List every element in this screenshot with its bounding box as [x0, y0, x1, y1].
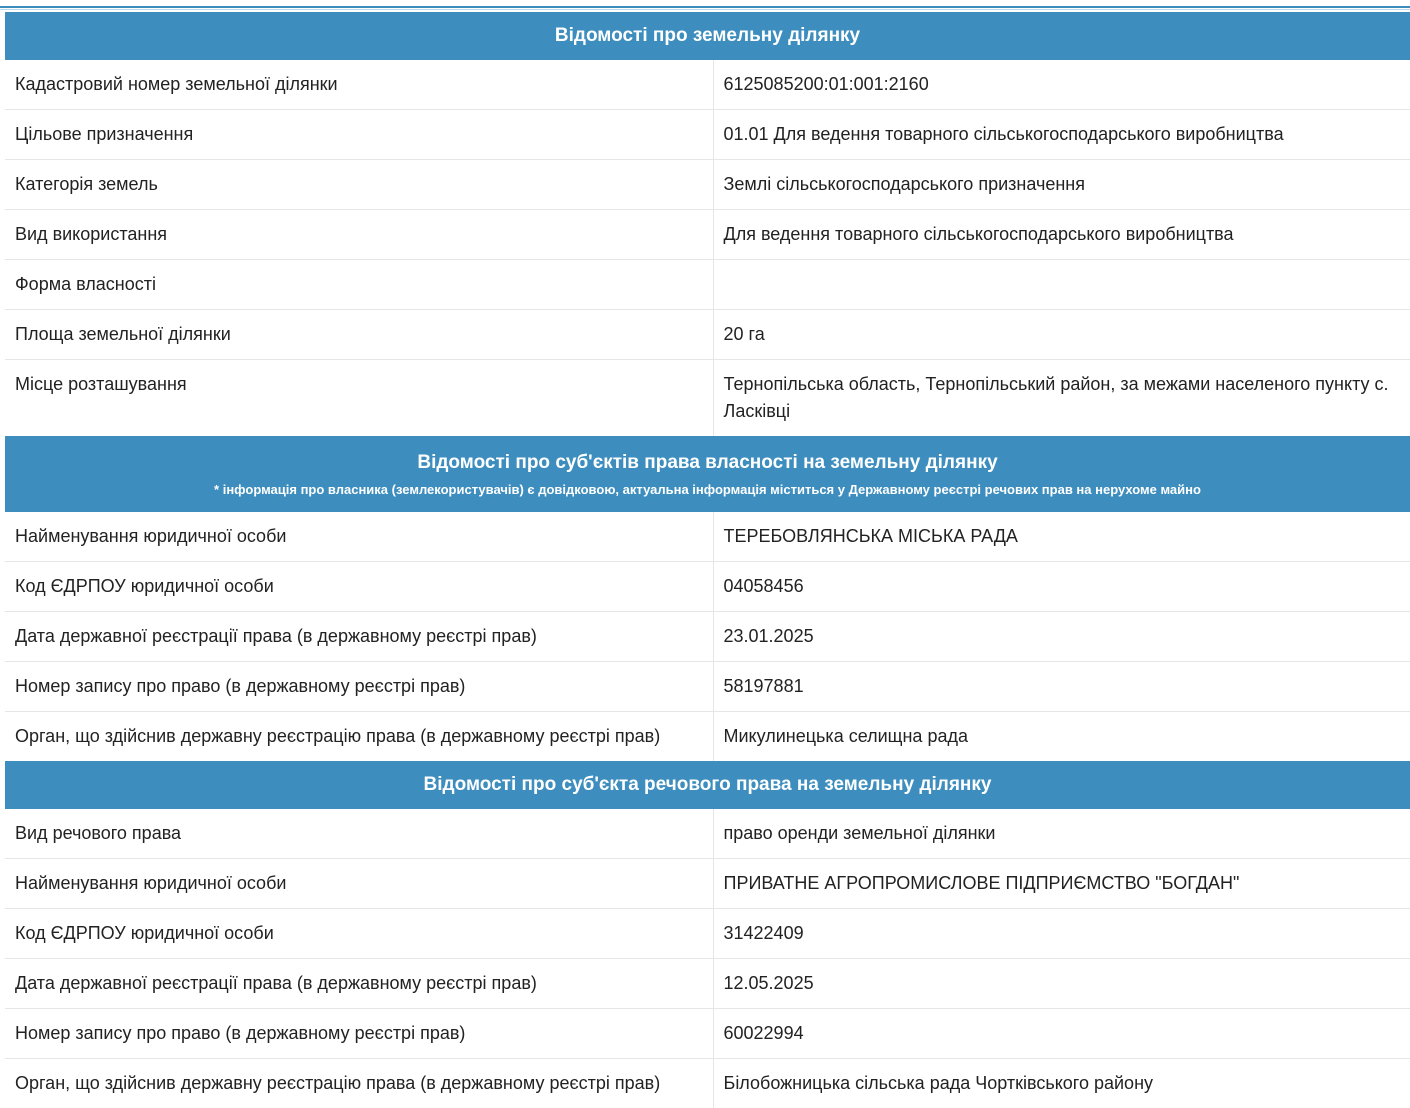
row-label: Форма власності	[5, 260, 713, 310]
table-row	[5, 512, 1410, 562]
row-label: Площа земельної ділянки	[5, 310, 713, 360]
row-label: Найменування юридичної особи	[5, 859, 713, 909]
section-note: * інформація про власника (землекористувачів) є довідковою, актуальна інформація міститься у Державному реєстрі речових прав на нерухоме майно	[5, 482, 1410, 497]
row-value	[713, 260, 1410, 310]
table-row	[5, 859, 1410, 909]
section-title: Відомості про суб'єкта речового права на земельну ділянку	[5, 761, 1410, 809]
row-label: Найменування юридичної особи	[5, 512, 713, 562]
section-title: Відомості про земельну ділянку	[5, 12, 1410, 60]
row-value: 60022994	[713, 1009, 1410, 1059]
row-value: Білобожницька сільська рада Чортківського району	[713, 1059, 1410, 1108]
row-label: Орган, що здійснив державну реєстрацію права (в державному реєстрі прав)	[5, 712, 713, 762]
table-row	[5, 562, 1410, 612]
row-value: 31422409	[713, 909, 1410, 959]
row-value: Для ведення товарного сільськогосподарського виробництва	[713, 210, 1410, 260]
section-header-land-plot	[5, 12, 1410, 60]
row-value: ТЕРЕБОВЛЯНСЬКА МІСЬКА РАДА	[713, 512, 1410, 562]
row-label: Місце розташування	[5, 360, 713, 437]
table-row	[5, 662, 1410, 712]
row-label: Дата державної реєстрації права (в державному реєстрі прав)	[5, 959, 713, 1009]
row-label: Цільове призначення	[5, 110, 713, 160]
row-label: Вид використання	[5, 210, 713, 260]
row-value: Микулинецька селищна рада	[713, 712, 1410, 762]
row-value: 01.01 Для ведення товарного сільськогосподарського виробництва	[713, 110, 1410, 160]
table-row	[5, 809, 1410, 859]
table-row	[5, 310, 1410, 360]
info-table-body	[5, 12, 1410, 1108]
table-row	[5, 260, 1410, 310]
row-label: Дата державної реєстрації права (в державному реєстрі прав)	[5, 612, 713, 662]
table-row	[5, 210, 1410, 260]
row-value: право оренди земельної ділянки	[713, 809, 1410, 859]
table-row	[5, 160, 1410, 210]
top-border	[0, 0, 1410, 10]
row-value: 23.01.2025	[713, 612, 1410, 662]
row-value: 12.05.2025	[713, 959, 1410, 1009]
section-header-property-right	[5, 761, 1410, 809]
row-label: Орган, що здійснив державну реєстрацію права (в державному реєстрі прав)	[5, 1059, 713, 1108]
table-row	[5, 612, 1410, 662]
table-row	[5, 110, 1410, 160]
row-value: Тернопільська область, Тернопільський район, за межами населеного пункту с. Ласківці	[713, 360, 1410, 437]
table-row	[5, 360, 1410, 437]
row-label: Номер запису про право (в державному реєстрі прав)	[5, 662, 713, 712]
row-value: ПРИВАТНЕ АГРОПРОМИСЛОВЕ ПІДПРИЄМСТВО "БОГДАН"	[713, 859, 1410, 909]
table-row	[5, 909, 1410, 959]
row-label: Код ЄДРПОУ юридичної особи	[5, 562, 713, 612]
row-value: Землі сільськогосподарського призначення	[713, 160, 1410, 210]
row-label: Категорія земель	[5, 160, 713, 210]
top-border-line	[0, 6, 1410, 8]
row-value: 58197881	[713, 662, 1410, 712]
row-value: 6125085200:01:001:2160	[713, 60, 1410, 110]
row-value: 04058456	[713, 562, 1410, 612]
row-label: Код ЄДРПОУ юридичної особи	[5, 909, 713, 959]
section-title: Відомості про суб'єктів права власності на земельну ділянку	[417, 452, 997, 473]
row-label: Вид речового права	[5, 809, 713, 859]
table-row	[5, 60, 1410, 110]
table-row	[5, 1059, 1410, 1108]
row-label: Кадастровий номер земельної ділянки	[5, 60, 713, 110]
section-header-ownership	[5, 436, 1410, 512]
top-border-line-light	[0, 9, 1410, 10]
table-row	[5, 712, 1410, 762]
table-row	[5, 959, 1410, 1009]
info-table	[5, 12, 1410, 1108]
row-label: Номер запису про право (в державному реєстрі прав)	[5, 1009, 713, 1059]
section-header-cell	[5, 436, 1410, 512]
land-plot-info	[5, 12, 1410, 1108]
table-row	[5, 1009, 1410, 1059]
row-value: 20 га	[713, 310, 1410, 360]
